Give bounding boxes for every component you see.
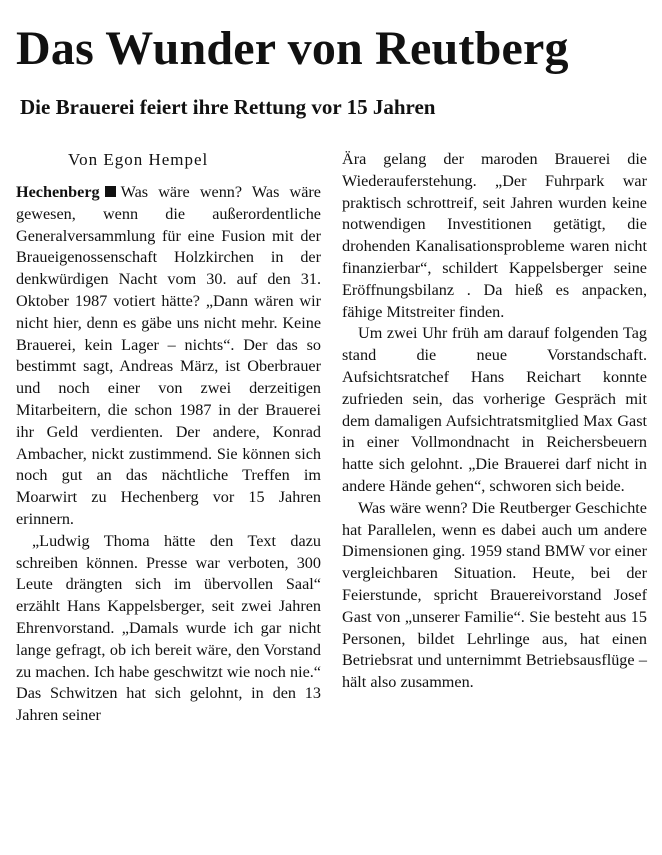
paragraph-4: Um zwei Uhr früh am darauf folgenden Tag stand die neue Vorstandschaft. Aufsichtsratchef Hans Reichart konnte zufrieden sein, das vorherige Gespräch mit dem damaligen Aufsichtratsmitglied Max Gast in einer Vollmondnacht in Reichersbeuern hatte sich gelohnt. „Die Brauerei darf nicht in andere Hände gehen“, schworen sich beide. <box>342 324 647 495</box>
column-left <box>16 149 321 727</box>
paragraph-1-text: Was wäre wenn? Was wäre gewesen, wenn die außerordentliche Generalversammlung für eine Fusion mit der Braueigenossenschaft Holzkirchen in der denkwürdigen Nacht vom 30. auf den 31. Oktober 1987 votiert hätte? „Dann wären wir nicht hier, denn es gäbe uns nicht mehr. Keine Brauerei, kein Lager – nichts“. Der das so bestimmt sagt, Andreas März, ist Oberbrauer und noch einer von zwei derzeitigen Mitarbeitern, die schon 1987 in der Brauerei ihr Geld verdienten. Der andere, Konrad Ambacher, nickt zustimmend. Sie können sich noch gut an das nächtliche Treffen im Moarwirt zu Hechenberg vor 15 Jahren erinnern. <box>16 183 321 528</box>
article-columns <box>16 149 646 849</box>
square-bullet-icon <box>105 186 116 197</box>
paragraph-3: Ära gelang der maroden Brauerei die Wiederauferstehung. „Der Fuhrpark war praktisch schrottreif, seit Jahren wurden keine notwendigen Investitionen getätigt, die drohenden Kanalisationsprobleme waren nicht finanzierbar“, schildert Kappelsberger seine Eröffnungsbilanz . Da hieß es anpacken, fähige Mitstreiter finden. <box>342 150 647 321</box>
column-right <box>342 149 647 694</box>
dateline: Hechenberg <box>16 183 100 201</box>
paragraph-5: Was wäre wenn? Die Reutberger Geschichte hat Parallelen, wenn es dabei auch um andere Dimensionen ging. 1959 stand BMW vor einer vergleichbaren Situation. Heute, bei der Feierstunde, spricht Brauereivorstand Josef Gast von „unserer Familie“. Sie besteht aus 15 Personen, bildet Lehrlinge aus, hat einen Betriebsrat und unternimmt Betriebsausflüge – hält also zusammen. <box>342 498 647 692</box>
subheadline: Die Brauerei feiert ihre Rettung vor 15 Jahren <box>20 95 436 119</box>
paragraph-2: „Ludwig Thoma hätte den Text dazu schreiben können. Presse war verboten, 300 Leute drängten sich im übervollen Saal“ erzählt Hans Kappelsberger, seit zwei Jahren Ehrenvorstand. „Damals wurde ich gar nicht lange gefragt, ob ich bereit wäre, den Vorstand zu machen. Ich habe geschwitzt wie noch nie.“ Das Schwitzen hat sich gelohnt, in den 13 Jahren seiner <box>16 531 321 725</box>
byline: Von Egon Hempel <box>68 150 209 169</box>
paragraph-1 <box>16 182 321 531</box>
headline: Das Wunder von Reutberg <box>16 22 569 75</box>
